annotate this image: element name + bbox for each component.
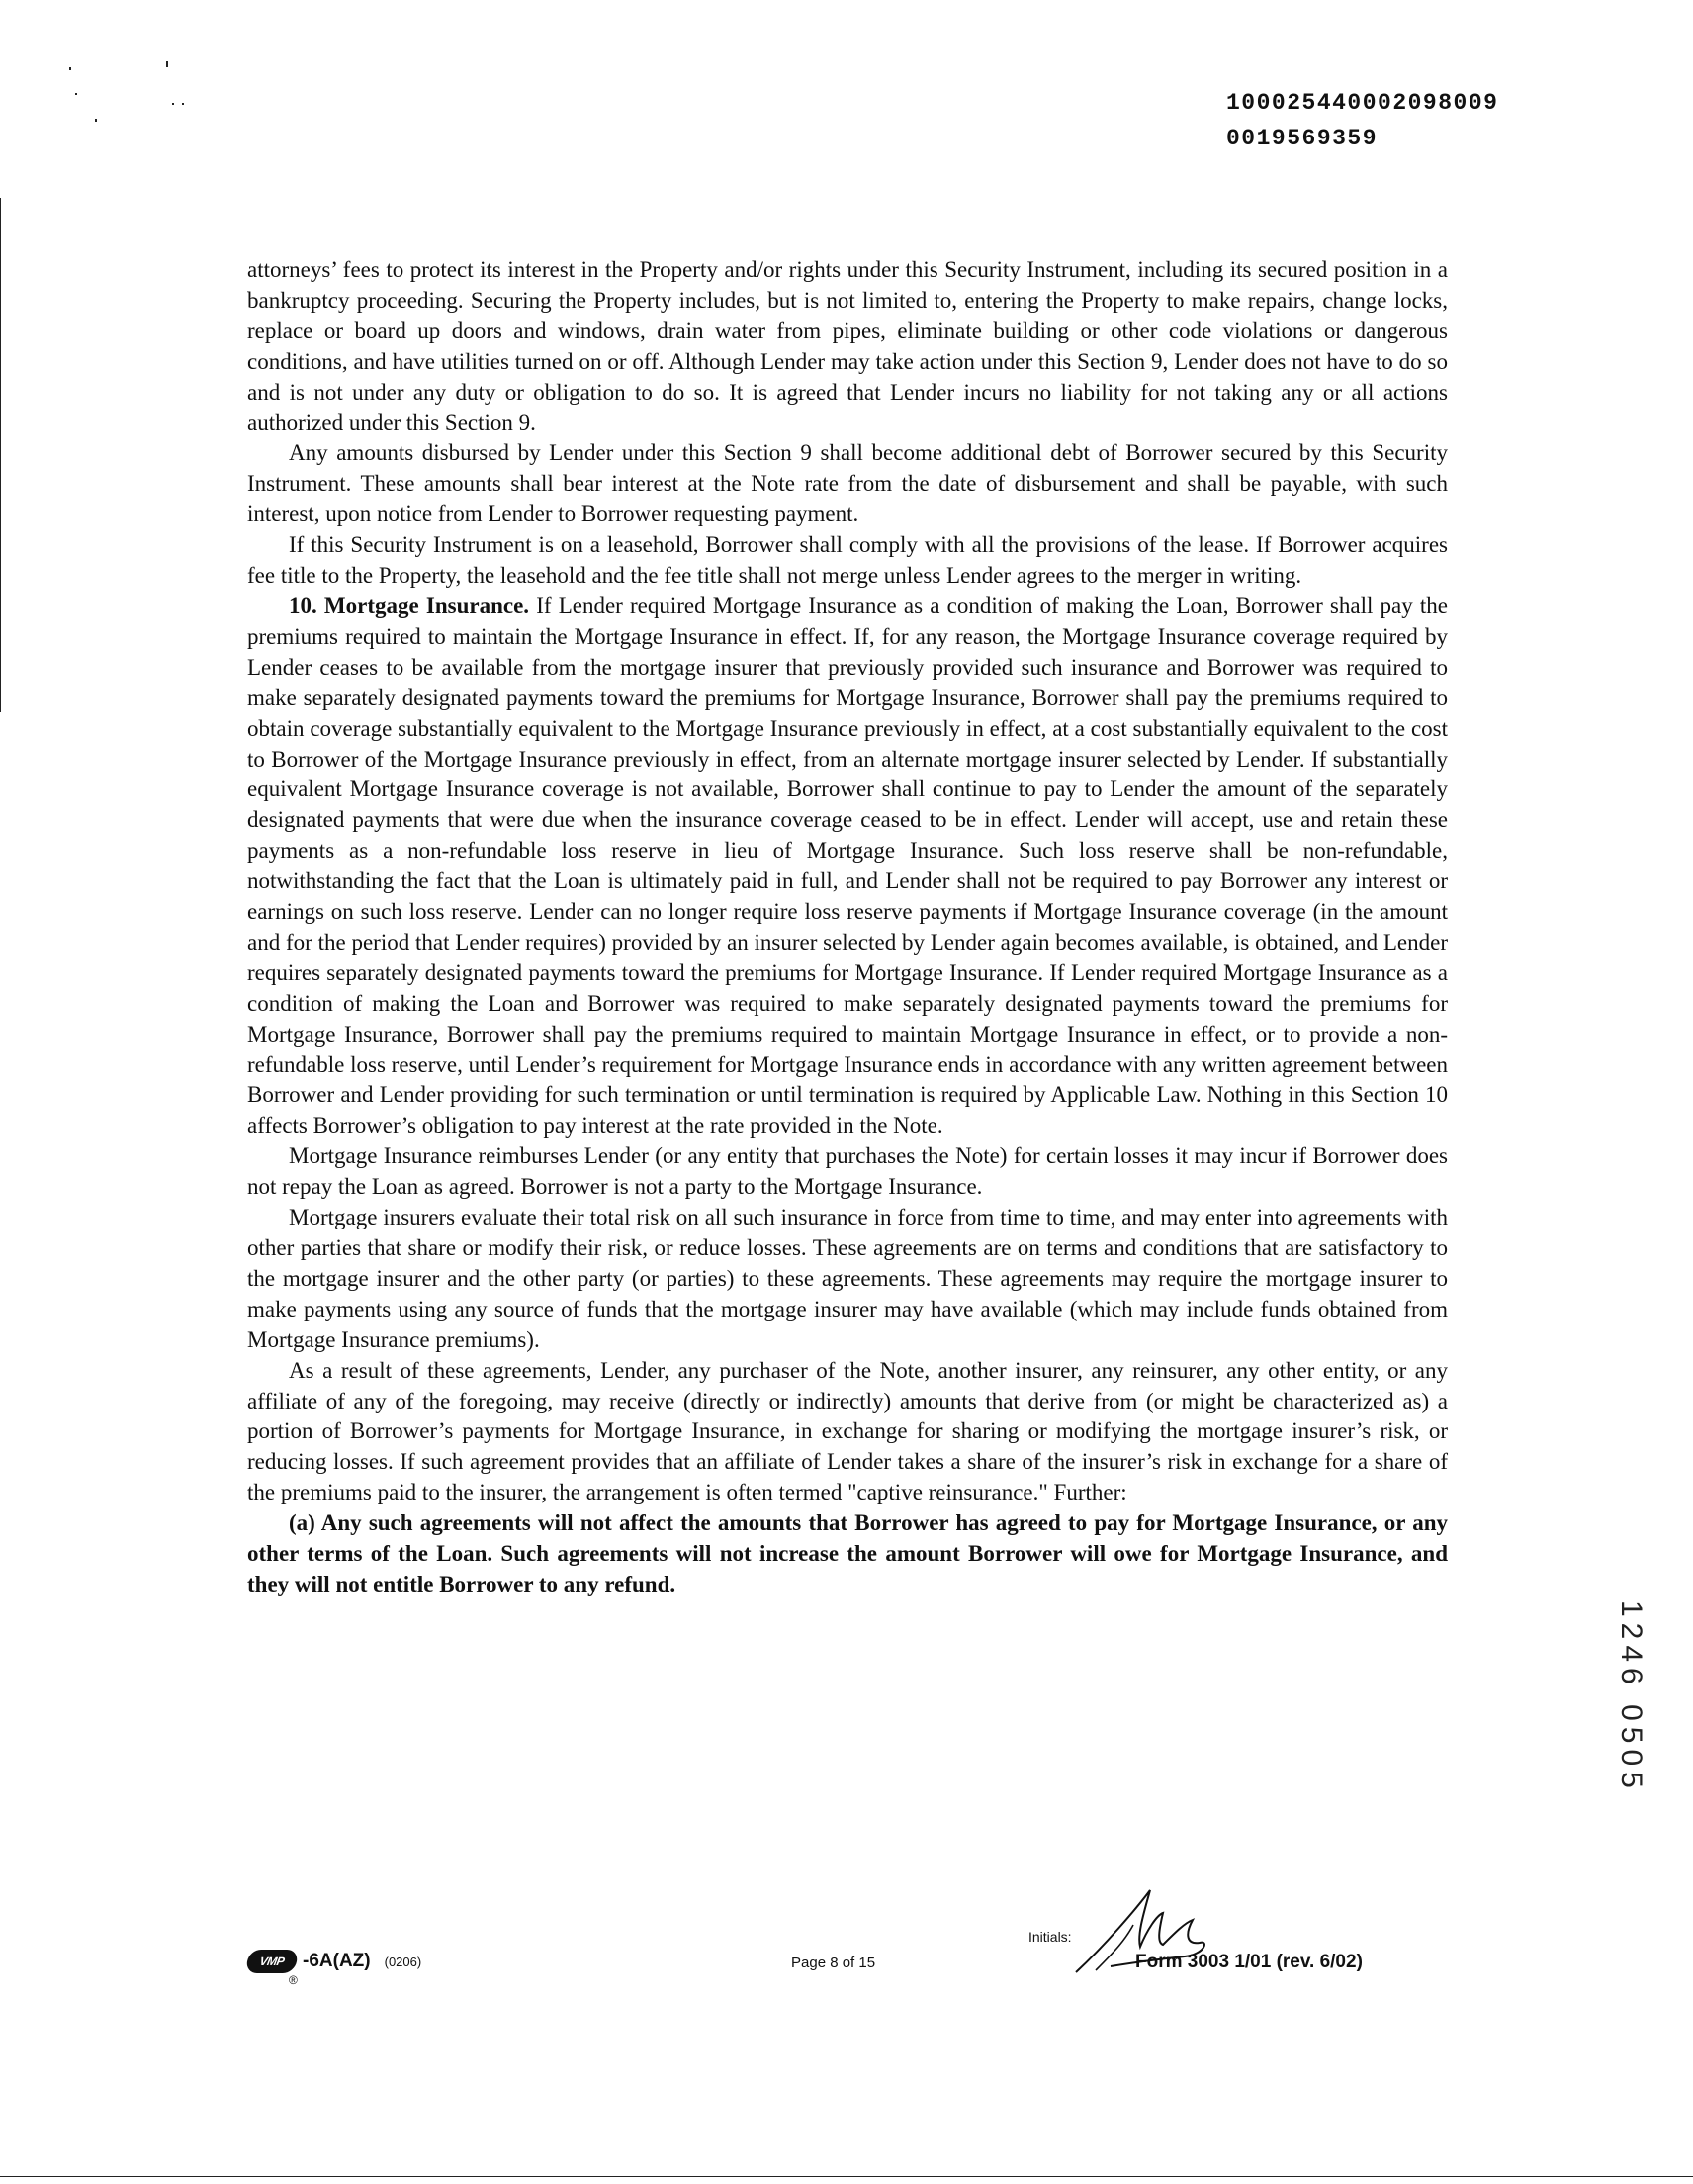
registered-mark: ® xyxy=(289,1973,298,1987)
paragraph-disbursed-amounts xyxy=(247,438,1448,530)
scan-bottom-line xyxy=(0,2176,1693,2177)
scan-speck xyxy=(75,93,77,95)
section-heading: 10. Mortgage Insurance. xyxy=(289,592,530,618)
min-number: 100025440002098009 xyxy=(1226,90,1499,116)
page-number: Page 8 of 15 xyxy=(791,1955,876,1971)
paragraph-mi-evaluate xyxy=(247,1203,1448,1356)
body-text xyxy=(247,255,1448,1600)
initials-label: Initials: xyxy=(1028,1929,1072,1945)
form-footer-left xyxy=(247,1950,422,1987)
paragraph-text: As a result of these agreements, Lender, any purchaser of the Note, another insurer, any reinsurer, any other entity, or any affiliate of any of the foregoing, may receive (directly or indirectly) amounts that derive from (or might be characterized as) a portion of Borrower’s payments for Mortgage Insurance, in exchange for sharing or modifying the mortgage insurer’s risk, or reducing losses. If such agreement provides that an affiliate of Lender takes a share of the insurer’s risk in exchange for a share of the premiums paid to the insurer, the arrangement is often termed "captive reinsurance." Further: xyxy=(247,1357,1448,1505)
scan-speck xyxy=(182,103,184,105)
paragraph-section9-cont xyxy=(247,255,1448,438)
paragraph-captive xyxy=(247,1356,1448,1509)
scan-speck xyxy=(69,67,71,70)
loan-number: 0019569359 xyxy=(1226,126,1379,151)
form-date: (0206) xyxy=(384,1954,422,1969)
paragraph-leasehold xyxy=(247,530,1448,592)
paragraph-mi-reimburses xyxy=(247,1141,1448,1203)
side-number: 1246 0505 xyxy=(1615,1600,1648,1794)
scan-speck xyxy=(95,119,97,122)
paragraph-text: If this Security Instrument is on a leasehold, Borrower shall comply with all the provisions of the lease. If Borrower acquires fee title to the Property, the leasehold and the fee title shall not merge unless Lender agrees to the merger in writing. xyxy=(247,532,1448,589)
paragraph-text: Mortgage insurers evaluate their total risk on all such insurance in force from time to time, and may enter into agreements with other parties that share or modify their risk, or reduce losses. These agreements are on terms and conditions that are satisfactory to the mortgage insurer and the other party (or parties) to these agreements. These agreements may require the mortgage insurer to make payments using any source of funds that the mortgage insurer may have available (which may include funds obtained from Mortgage Insurance premiums). xyxy=(247,1205,1448,1352)
vmp-logo-icon: VMP xyxy=(245,1950,299,1973)
form-code: -6A(AZ) xyxy=(303,1951,371,1971)
scan-speck xyxy=(172,103,174,105)
paragraph-a-bold xyxy=(247,1508,1448,1600)
loan-numbers xyxy=(1226,85,1498,156)
paragraph-text: Mortgage Insurance reimburses Lender (or any entity that purchases the Note) for certain losses it may incur if Borrower does not repay the Loan as agreed. Borrower is not a party to the Mortgage Insurance. xyxy=(247,1143,1448,1200)
form-id: Form 3003 1/01 (rev. 6/02) xyxy=(1135,1952,1363,1972)
paragraph-text: attorneys’ fees to protect its interest in the Property and/or rights under this Security Instrument, including its secured position in a bankruptcy proceeding. Securing the Property includes, but is not limited to, entering the Property to make repairs, change locks, replace or board up doors and windows, drain water from pipes, eliminate building or other code violations or dangerous conditions, and have utilities turned on or off. Although Lender may take action under this Section 9, Lender does not have to do so and is not under any duty or obligation to do so. It is agreed that Lender incurs no liability for not taking any or all actions authorized under this Section 9. xyxy=(247,257,1448,435)
paragraph-section10 xyxy=(247,592,1448,1141)
scan-speck xyxy=(166,61,168,67)
bold-clause: (a) Any such agreements will not affect the amounts that Borrower has agreed to pay for Mortgage Insurance, or any other terms of the Loan. Such agreements will not increase the amount Borrower will owe for Mortgage Insurance, and they will not entitle Borrower to any refund. xyxy=(247,1510,1448,1596)
paragraph-text: If Lender required Mortgage Insurance as a condition of making the Loan, Borrower shall pay the premiums required to maintain the Mortgage Insurance in effect. If, for any reason, the Mortgage Insurance coverage required by Lender ceases to be available from the mortgage insurer that previously provided such insurance and Borrower was required to make separately designated payments toward the premiums for Mortgage Insurance, Borrower shall pay the premiums required to obtain coverage substantially equivalent to the Mortgage Insurance previously in effect, at a cost substantially equivalent to the cost to Borrower of the Mortgage Insurance previously in effect, from an alternate mortgage insurer selected by Lender. If substantially equivalent Mortgage Insurance coverage is not available, Borrower shall continue to pay to Lender the amount of the separately designated payments that were due when the insurance coverage ceased to be in effect. Lender will accept, use and retain these payments as a non-refundable loss reserve in lieu of Mortgage Insurance. Such loss reserve shall be non-refundable, notwithstanding the fact that the Loan is ultimately paid in full, and Lender shall not be required to pay Borrower any interest or earnings on such loss reserve. Lender can no longer require loss reserve payments if Mortgage Insurance coverage (in the amount and for the period that Lender requires) provided by an insurer selected by Lender again becomes available, is obtained, and Lender requires separately designated payments toward the premiums for Mortgage Insurance. If Lender required Mortgage Insurance as a condition of making the Loan and Borrower was required to make separately designated payments toward the premiums for Mortgage Insurance, Borrower shall pay the premiums required to maintain Mortgage Insurance in effect, or to provide a non-refundable loss reserve, until Lender’s requirement for Mortgage Insurance ends in accordance with any written agreement between Borrower and Lender providing for such termination or until termination is required by Applicable Law. Nothing in this Section 10 affects Borrower’s obligation to pay interest at the rate provided in the Note. xyxy=(247,592,1449,1138)
scan-edge-line xyxy=(0,198,1,712)
paragraph-text: Any amounts disbursed by Lender under this Section 9 shall become additional debt of Borrower secured by this Security Instrument. These amounts shall bear interest at the Note rate from the date of disbursement and shall be payable, with such interest, upon notice from Lender to Borrower requesting payment. xyxy=(247,440,1448,527)
